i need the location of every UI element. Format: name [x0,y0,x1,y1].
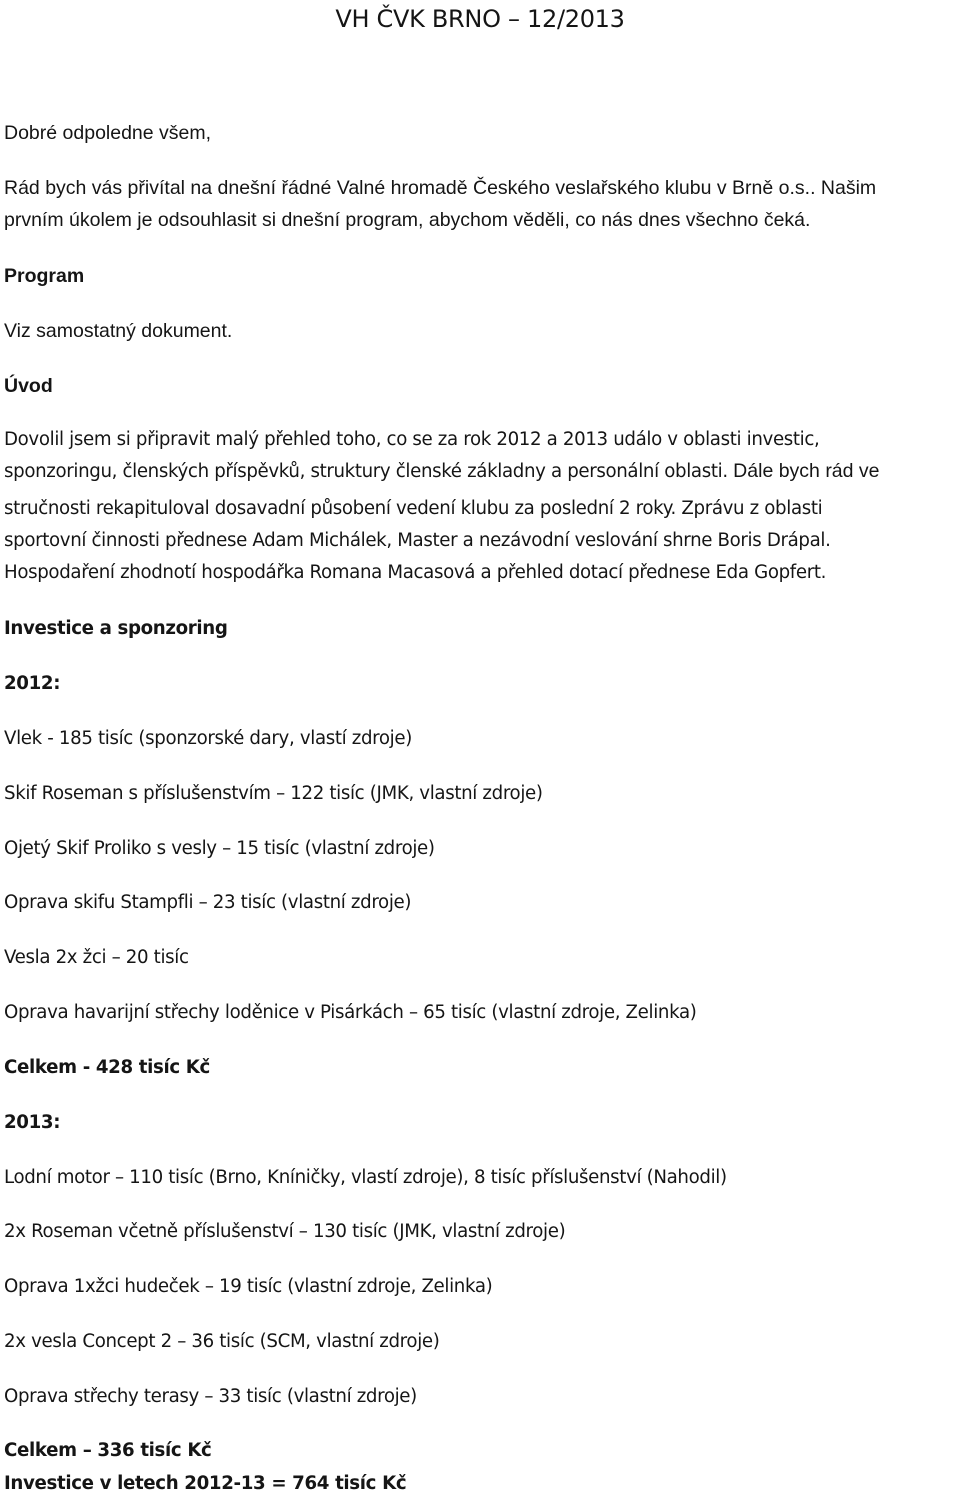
program-heading: Program [4,265,85,287]
document-title: VH ČVK BRNO – 12/2013 [335,5,625,33]
investice-heading: Investice a sponzoring [4,618,228,639]
uvod-line-1: Dovolil jsem si připravit malý přehled toho, co se za rok 2012 a 2013 událo v oblasti investic, [4,429,820,450]
uvod-line-4: sportovní činnosti přednese Adam Michálek, Master a nezávodní veslování shrne Boris Drápal. [4,530,831,551]
total-2012: Celkem - 428 tisíc Kč [4,1057,210,1078]
grand-total: Investice v letech 2012-13 = 764 tisíc Kč [4,1473,407,1494]
uvod-line-5: Hospodaření zhodnotí hospodářka Romana Macasová a přehled dotací přednese Eda Gopfert. [4,562,827,583]
list-item-2013-3: Oprava 1xžci hudeček – 19 tisíc (vlastní zdroje, Zelinka) [4,1276,493,1297]
list-item-2012-2: Skif Roseman s příslušenstvím – 122 tisíc (JMK, vlastní zdroje) [4,783,543,804]
list-item-2012-4: Oprava skifu Stampfli – 23 tisíc (vlastní zdroje) [4,892,412,913]
list-item-2012-1: Vlek - 185 tisíc (sponzorské dary, vlastí zdroje) [4,728,412,749]
program-text: Viz samostatný dokument. [4,320,233,342]
uvod-line-2-text: sponzoringu, členských příspěvků, struktury členské základny a personální oblasti. [4,461,728,482]
uvod-line-3-text: stručnosti rekapituloval dosavadní působení vedení klubu za poslední 2 roky. [4,498,676,519]
list-item-2012-5: Vesla 2x žci – 20 tisíc [4,947,189,968]
uvod-heading: Úvod [4,375,53,397]
list-item-2013-2: 2x Roseman včetně příslušenství – 130 tisíc (JMK, vlastní zdroje) [4,1221,566,1242]
uvod-line-2-tail: Dále bych rád ve [727,460,880,482]
intro-line-1: Rád bych vás přivítal na dnešní řádné Valné hromadě Českého veslařského klubu v Brně o.s.. Našim [4,177,877,199]
uvod-line-3 [4,496,822,521]
list-item-2012-3: Ojetý Skif Proliko s vesly – 15 tisíc (vlastní zdroje) [4,838,435,859]
list-item-2013-1: Lodní motor – 110 tisíc (Brno, Kníničky, vlastí zdroje), 8 tisíc příslušenství (Nahodil) [4,1167,727,1188]
total-2013: Celkem – 336 tisíc Kč [4,1440,212,1461]
uvod-line-2 [4,459,880,484]
intro-line-2: prvním úkolem je odsouhlasit si dnešní program, abychom věděli, co nás dnes všechno čeká. [4,209,811,231]
year-2013-label: 2013: [4,1112,61,1133]
greeting: Dobré odpoledne všem, [4,122,212,144]
uvod-line-3-tail: Zprávu z oblasti [675,498,823,519]
year-2012-label: 2012: [4,673,61,694]
list-item-2013-5: Oprava střechy terasy – 33 tisíc (vlastní zdroje) [4,1386,417,1407]
list-item-2012-6: Oprava havarijní střechy loděnice v Pisárkách – 65 tisíc (vlastní zdroje, Zelinka) [4,1002,697,1023]
list-item-2013-4: 2x vesla Concept 2 – 36 tisíc (SCM, vlastní zdroje) [4,1331,440,1352]
